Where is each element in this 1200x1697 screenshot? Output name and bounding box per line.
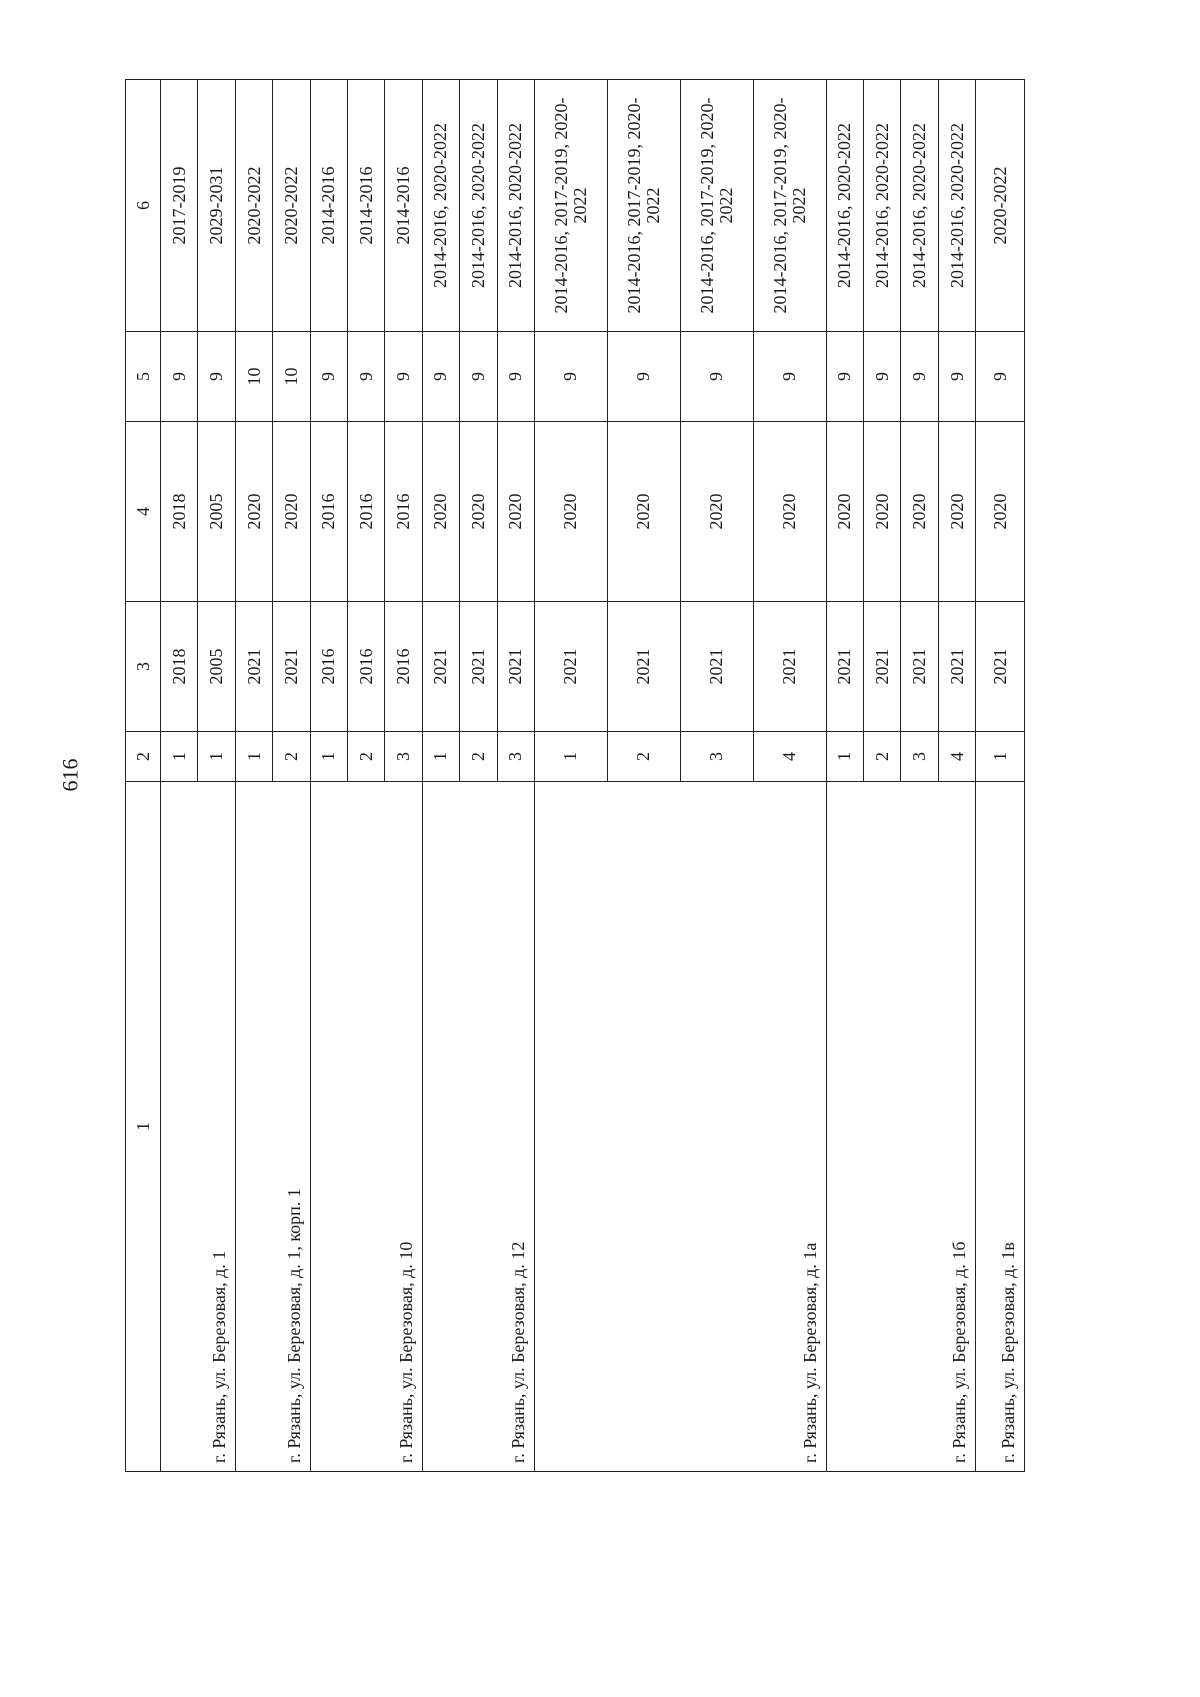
cell-c6: 2014-2016, 2020-2022 — [422, 80, 459, 332]
cell-c5: 9 — [901, 332, 938, 422]
cell-c6: 2014-2016, 2020-2022 — [497, 80, 534, 332]
cell-n: 2 — [863, 732, 900, 782]
cell-c5: 9 — [863, 332, 900, 422]
cell-n: 2 — [273, 732, 310, 782]
table-row — [422, 80, 459, 1472]
cell-c3: 2021 — [422, 602, 459, 732]
cell-n: 2 — [607, 732, 680, 782]
cell-c5: 9 — [534, 332, 607, 422]
header-cell: 1 — [126, 782, 161, 1472]
cell-c5: 9 — [753, 332, 826, 422]
cell-c4: 2020 — [422, 422, 459, 602]
page-number — [50, 745, 90, 805]
cell-c5: 9 — [310, 332, 347, 422]
cell-c5: 9 — [422, 332, 459, 422]
address-cell: г. Рязань, ул. Березовая, д. 12 — [422, 782, 534, 1472]
cell-c3: 2021 — [534, 602, 607, 732]
cell-c4: 2020 — [863, 422, 900, 602]
cell-c4: 2020 — [273, 422, 310, 602]
data-table — [125, 79, 1025, 1472]
address-cell: г. Рязань, ул. Березовая, д. 1, корп. 1 — [235, 782, 310, 1472]
cell-n: 3 — [680, 732, 753, 782]
cell-c6: 2014-2016, 2020-2022 — [938, 80, 975, 332]
cell-c4: 2020 — [901, 422, 938, 602]
cell-c3: 2018 — [161, 602, 198, 732]
cell-c3: 2016 — [385, 602, 422, 732]
cell-c4: 2020 — [680, 422, 753, 602]
table-container — [125, 80, 1025, 1472]
cell-c3: 2021 — [273, 602, 310, 732]
cell-n: 4 — [753, 732, 826, 782]
cell-c4: 2005 — [198, 422, 235, 602]
cell-n: 2 — [460, 732, 497, 782]
header-cell: 5 — [126, 332, 161, 422]
cell-c3: 2021 — [901, 602, 938, 732]
cell-c3: 2021 — [497, 602, 534, 732]
cell-c6: 2017-2019 — [161, 80, 198, 332]
cell-c6: 2014-2016 — [385, 80, 422, 332]
table-row — [826, 80, 863, 1472]
cell-c5: 9 — [826, 332, 863, 422]
table-row — [161, 80, 198, 1472]
address-cell: г. Рязань, ул. Березовая, д. 1а — [534, 782, 826, 1472]
cell-c6: 2014-2016, 2017-2019, 2020-2022 — [534, 80, 607, 332]
cell-c5: 9 — [198, 332, 235, 422]
cell-n: 2 — [347, 732, 384, 782]
cell-n: 1 — [310, 732, 347, 782]
cell-c6: 2014-2016, 2020-2022 — [863, 80, 900, 332]
cell-c5: 9 — [161, 332, 198, 422]
cell-c6: 2014-2016, 2020-2022 — [460, 80, 497, 332]
cell-c4: 2016 — [385, 422, 422, 602]
cell-c5: 9 — [347, 332, 384, 422]
cell-c5: 9 — [976, 332, 1025, 422]
cell-c5: 9 — [938, 332, 975, 422]
cell-c6: 2014-2016, 2017-2019, 2020-2022 — [680, 80, 753, 332]
address-cell: г. Рязань, ул. Березовая, д. 1 — [161, 782, 236, 1472]
cell-c3: 2021 — [863, 602, 900, 732]
cell-c4: 2020 — [497, 422, 534, 602]
cell-c3: 2016 — [310, 602, 347, 732]
cell-c3: 2021 — [235, 602, 272, 732]
cell-n: 1 — [534, 732, 607, 782]
cell-c5: 9 — [607, 332, 680, 422]
cell-c3: 2021 — [460, 602, 497, 732]
table-body — [126, 80, 1025, 1472]
rotated-table-frame — [125, 80, 1025, 1472]
cell-c4: 2020 — [235, 422, 272, 602]
header-cell: 6 — [126, 80, 161, 332]
cell-n: 3 — [497, 732, 534, 782]
cell-c3: 2021 — [607, 602, 680, 732]
cell-n: 3 — [385, 732, 422, 782]
cell-c3: 2005 — [198, 602, 235, 732]
cell-c5: 9 — [385, 332, 422, 422]
cell-c6: 2020-2022 — [273, 80, 310, 332]
cell-c4: 2020 — [534, 422, 607, 602]
cell-c3: 2021 — [753, 602, 826, 732]
cell-n: 1 — [198, 732, 235, 782]
cell-c6: 2014-2016, 2020-2022 — [901, 80, 938, 332]
table-row — [235, 80, 272, 1472]
cell-c6: 2020-2022 — [976, 80, 1025, 332]
cell-c4: 2020 — [826, 422, 863, 602]
cell-c6: 2029-2031 — [198, 80, 235, 332]
cell-c3: 2021 — [938, 602, 975, 732]
address-cell: г. Рязань, ул. Березовая, д. 1б — [826, 782, 976, 1472]
cell-c3: 2021 — [680, 602, 753, 732]
cell-c5: 9 — [460, 332, 497, 422]
cell-n: 1 — [422, 732, 459, 782]
cell-c6: 2014-2016 — [310, 80, 347, 332]
cell-n: 1 — [976, 732, 1025, 782]
cell-c4: 2016 — [347, 422, 384, 602]
address-cell: г. Рязань, ул. Березовая, д. 1в — [976, 782, 1025, 1472]
cell-c6: 2020-2022 — [235, 80, 272, 332]
cell-c4: 2016 — [310, 422, 347, 602]
cell-c5: 10 — [235, 332, 272, 422]
cell-c4: 2020 — [753, 422, 826, 602]
cell-c3: 2016 — [347, 602, 384, 732]
cell-n: 1 — [161, 732, 198, 782]
cell-c6: 2014-2016, 2017-2019, 2020-2022 — [607, 80, 680, 332]
header-cell: 2 — [126, 732, 161, 782]
cell-n: 1 — [235, 732, 272, 782]
cell-c4: 2020 — [976, 422, 1025, 602]
cell-n: 4 — [938, 732, 975, 782]
cell-c4: 2018 — [161, 422, 198, 602]
cell-n: 3 — [901, 732, 938, 782]
page-number-text: 616 — [57, 758, 82, 792]
cell-c3: 2021 — [826, 602, 863, 732]
table-row — [976, 80, 1025, 1472]
cell-c6: 2014-2016 — [347, 80, 384, 332]
header-cell: 4 — [126, 422, 161, 602]
cell-c4: 2020 — [607, 422, 680, 602]
header-row — [126, 80, 161, 1472]
cell-c5: 10 — [273, 332, 310, 422]
address-cell: г. Рязань, ул. Березовая, д. 10 — [310, 782, 422, 1472]
table-row — [534, 80, 607, 1472]
cell-c6: 2014-2016, 2017-2019, 2020-2022 — [753, 80, 826, 332]
cell-c5: 9 — [497, 332, 534, 422]
header-cell: 3 — [126, 602, 161, 732]
cell-c3: 2021 — [976, 602, 1025, 732]
cell-n: 1 — [826, 732, 863, 782]
cell-c5: 9 — [680, 332, 753, 422]
cell-c4: 2020 — [460, 422, 497, 602]
cell-c6: 2014-2016, 2020-2022 — [826, 80, 863, 332]
cell-c4: 2020 — [938, 422, 975, 602]
table-row — [310, 80, 347, 1472]
